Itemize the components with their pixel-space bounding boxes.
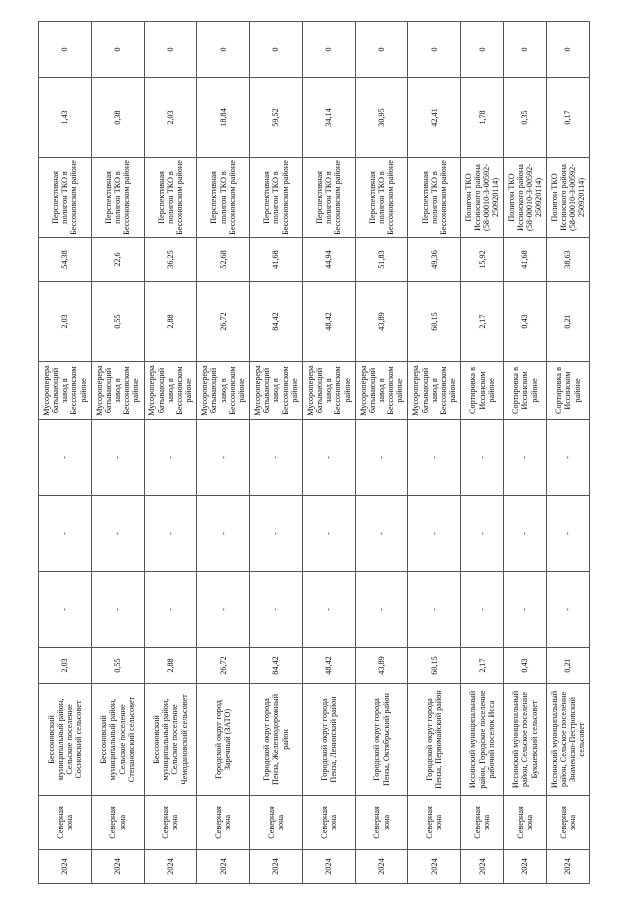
value-cell-6: 22,6 (91, 238, 144, 282)
table-row (144, 22, 197, 884)
value-cell-1: 0,21 (547, 648, 590, 684)
municipality-cell: Иссинский муниципальный район, Сельское поселение Букыевский сельсовет (504, 684, 547, 796)
value-cell-5: 84,42 (250, 282, 303, 362)
zone-cell: Северная зона (408, 796, 461, 850)
value-cell-4: - (355, 420, 408, 496)
destination-cell: Полигон ТКО Иссинского района (58-00010-З-00592-250920114) (461, 158, 504, 238)
year-cell: 2024 (302, 850, 355, 884)
year-cell: 2024 (91, 850, 144, 884)
value-cell-7: 1,78 (461, 78, 504, 158)
value-cell-4: - (408, 420, 461, 496)
zone-cell: Северная зона (461, 796, 504, 850)
facility-cell: Мусороперерабатывающий завод в Бессоновском районе (91, 362, 144, 420)
municipality-cell: Городской округ город Заречный (ЗАТО) (197, 684, 250, 796)
value-cell-3: - (302, 496, 355, 572)
destination-cell: Перспективная полигон ТКО в Бессоновском районе (355, 158, 408, 238)
value-cell-8: 0 (197, 22, 250, 78)
value-cell-8: 0 (144, 22, 197, 78)
table-row (302, 22, 355, 884)
value-cell-7: 18,84 (197, 78, 250, 158)
value-cell-1: 2,17 (461, 648, 504, 684)
year-cell: 2024 (144, 850, 197, 884)
municipality-cell: Городской округ города Пенза, Железнодорожный район (250, 684, 303, 796)
table-row (504, 22, 547, 884)
zone-cell: Северная зона (547, 796, 590, 850)
facility-cell: Мусороперерабатывающий завод в Бессоновском районе (302, 362, 355, 420)
value-cell-6: 54,38 (39, 238, 92, 282)
value-cell-5: 0,43 (504, 282, 547, 362)
value-cell-7: 59,52 (250, 78, 303, 158)
value-cell-5: 43,89 (355, 282, 408, 362)
zone-cell: Северная зона (302, 796, 355, 850)
destination-cell: Перспективная полигон ТКО в Бессоновском районе (91, 158, 144, 238)
municipality-cell: Городской округ города Пенза, Первомайский район (408, 684, 461, 796)
year-cell: 2024 (547, 850, 590, 884)
value-cell-5: 26,72 (197, 282, 250, 362)
table-row (91, 22, 144, 884)
waste-flow-table (38, 21, 590, 884)
value-cell-6: 52,68 (197, 238, 250, 282)
zone-cell: Северная зона (144, 796, 197, 850)
value-cell-4: - (547, 420, 590, 496)
value-cell-1: 43,89 (355, 648, 408, 684)
table-row (355, 22, 408, 884)
value-cell-4: - (250, 420, 303, 496)
value-cell-8: 0 (408, 22, 461, 78)
table-row (250, 22, 303, 884)
value-cell-8: 0 (91, 22, 144, 78)
zone-cell: Северная зона (250, 796, 303, 850)
value-cell-6: 15,92 (461, 238, 504, 282)
destination-cell: Перспективная полигон ТКО в Бессоновском районе (302, 158, 355, 238)
year-cell: 2024 (250, 850, 303, 884)
zone-cell: Северная зона (197, 796, 250, 850)
year-cell: 2024 (355, 850, 408, 884)
municipality-cell: Городской округ города Пенза, Октябрьский район (355, 684, 408, 796)
value-cell-5: 48,42 (302, 282, 355, 362)
municipality-cell: Бессоновский муниципальный район, Сельское поселение Чемодановский сельсовет (144, 684, 197, 796)
zone-cell: Северная зона (355, 796, 408, 850)
value-cell-3: - (39, 496, 92, 572)
value-cell-5: 60,15 (408, 282, 461, 362)
municipality-cell: Бессоновский муниципальный район, Сельское поселение Сосновский сельсовет (39, 684, 92, 796)
value-cell-5: 0,21 (547, 282, 590, 362)
value-cell-1: 2,03 (39, 648, 92, 684)
value-cell-8: 0 (355, 22, 408, 78)
year-cell: 2024 (461, 850, 504, 884)
value-cell-4: - (302, 420, 355, 496)
rotated-table-wrapper (38, 22, 590, 884)
year-cell: 2024 (504, 850, 547, 884)
value-cell-3: - (91, 496, 144, 572)
destination-cell: Полигон ТКО Иссинского района (58-00010-З-00592-250920114) (547, 158, 590, 238)
table-row (547, 22, 590, 884)
value-cell-6: 41,68 (504, 238, 547, 282)
table-row (39, 22, 92, 884)
value-cell-2: - (91, 572, 144, 648)
value-cell-6: 49,36 (408, 238, 461, 282)
destination-cell: Перспективная полигон ТКО в Бессоновском районе (197, 158, 250, 238)
value-cell-6: 41,68 (250, 238, 303, 282)
municipality-cell: Бессоновский муниципальный район, Сельское поселение Степановский сельсовет (91, 684, 144, 796)
value-cell-2: - (39, 572, 92, 648)
value-cell-7: 0,38 (91, 78, 144, 158)
facility-cell: Мусороперерабатывающий завод в Бессоновском районе (39, 362, 92, 420)
value-cell-2: - (408, 572, 461, 648)
value-cell-6: 38,63 (547, 238, 590, 282)
table-row (461, 22, 504, 884)
value-cell-7: 0,17 (547, 78, 590, 158)
value-cell-7: 34,14 (302, 78, 355, 158)
value-cell-4: - (39, 420, 92, 496)
value-cell-7: 42,41 (408, 78, 461, 158)
value-cell-2: - (355, 572, 408, 648)
value-cell-3: - (408, 496, 461, 572)
value-cell-4: - (461, 420, 504, 496)
value-cell-5: 0,55 (91, 282, 144, 362)
value-cell-6: 36,25 (144, 238, 197, 282)
zone-cell: Северная зона (504, 796, 547, 850)
municipality-cell: Иссинский муниципальный район, Городское поселение рабочий поселок Исса (461, 684, 504, 796)
facility-cell: Сортировка в Иссинском районе (547, 362, 590, 420)
value-cell-3: - (461, 496, 504, 572)
destination-cell: Перспективная полигон ТКО в Бессоновском районе (408, 158, 461, 238)
value-cell-5: 2,88 (144, 282, 197, 362)
facility-cell: Мусороперерабатывающий завод в Бессоновском районе (408, 362, 461, 420)
zone-cell: Северная зона (91, 796, 144, 850)
table-row (197, 22, 250, 884)
value-cell-3: - (197, 496, 250, 572)
destination-cell: Перспективная полигон ТКО в Бессоновском районе (250, 158, 303, 238)
value-cell-8: 0 (39, 22, 92, 78)
facility-cell: Сортировка в Иссинском районе (504, 362, 547, 420)
value-cell-1: 60,15 (408, 648, 461, 684)
value-cell-1: 0,55 (91, 648, 144, 684)
value-cell-4: - (197, 420, 250, 496)
table-row (408, 22, 461, 884)
value-cell-7: 2,03 (144, 78, 197, 158)
year-cell: 2024 (39, 850, 92, 884)
value-cell-8: 0 (302, 22, 355, 78)
value-cell-3: - (355, 496, 408, 572)
value-cell-1: 0,43 (504, 648, 547, 684)
destination-cell: Перспективная полигон ТКО в Бессоновском районе (39, 158, 92, 238)
value-cell-6: 51,83 (355, 238, 408, 282)
municipality-cell: Иссинский муниципальный район, Сельское поселение Знаменско-Пестровский сельсовет (547, 684, 590, 796)
value-cell-7: 0,35 (504, 78, 547, 158)
value-cell-1: 26,72 (197, 648, 250, 684)
value-cell-3: - (144, 496, 197, 572)
value-cell-2: - (250, 572, 303, 648)
facility-cell: Мусороперерабатывающий завод в Бессоновском районе (144, 362, 197, 420)
value-cell-5: 2,03 (39, 282, 92, 362)
value-cell-6: 44,94 (302, 238, 355, 282)
facility-cell: Мусороперерабатывающий завод в Бессоновском районе (197, 362, 250, 420)
facility-cell: Мусороперерабатывающий завод в Бессоновском районе (250, 362, 303, 420)
destination-cell: Полигон ТКО Иссинского района (58-00010-З-00592-250920114) (504, 158, 547, 238)
value-cell-1: 48,42 (302, 648, 355, 684)
value-cell-1: 84,42 (250, 648, 303, 684)
value-cell-8: 0 (547, 22, 590, 78)
destination-cell: Перспективная полигон ТКО в Бессоновском районе (144, 158, 197, 238)
value-cell-8: 0 (504, 22, 547, 78)
value-cell-4: - (504, 420, 547, 496)
value-cell-2: - (461, 572, 504, 648)
zone-cell: Северная зона (39, 796, 92, 850)
value-cell-3: - (504, 496, 547, 572)
value-cell-3: - (547, 496, 590, 572)
value-cell-2: - (197, 572, 250, 648)
value-cell-7: 30,95 (355, 78, 408, 158)
value-cell-4: - (144, 420, 197, 496)
value-cell-4: - (91, 420, 144, 496)
value-cell-2: - (504, 572, 547, 648)
value-cell-1: 2,88 (144, 648, 197, 684)
value-cell-2: - (302, 572, 355, 648)
facility-cell: Мусороперерабатывающий завод в Бессоновском районе (355, 362, 408, 420)
year-cell: 2024 (408, 850, 461, 884)
value-cell-3: - (250, 496, 303, 572)
year-cell: 2024 (197, 850, 250, 884)
municipality-cell: Городской округ города Пенза, Ленинский район (302, 684, 355, 796)
value-cell-5: 2,17 (461, 282, 504, 362)
value-cell-8: 0 (250, 22, 303, 78)
value-cell-8: 0 (461, 22, 504, 78)
facility-cell: Сортировка в Иссинском районе (461, 362, 504, 420)
value-cell-7: 1,43 (39, 78, 92, 158)
value-cell-2: - (547, 572, 590, 648)
value-cell-2: - (144, 572, 197, 648)
